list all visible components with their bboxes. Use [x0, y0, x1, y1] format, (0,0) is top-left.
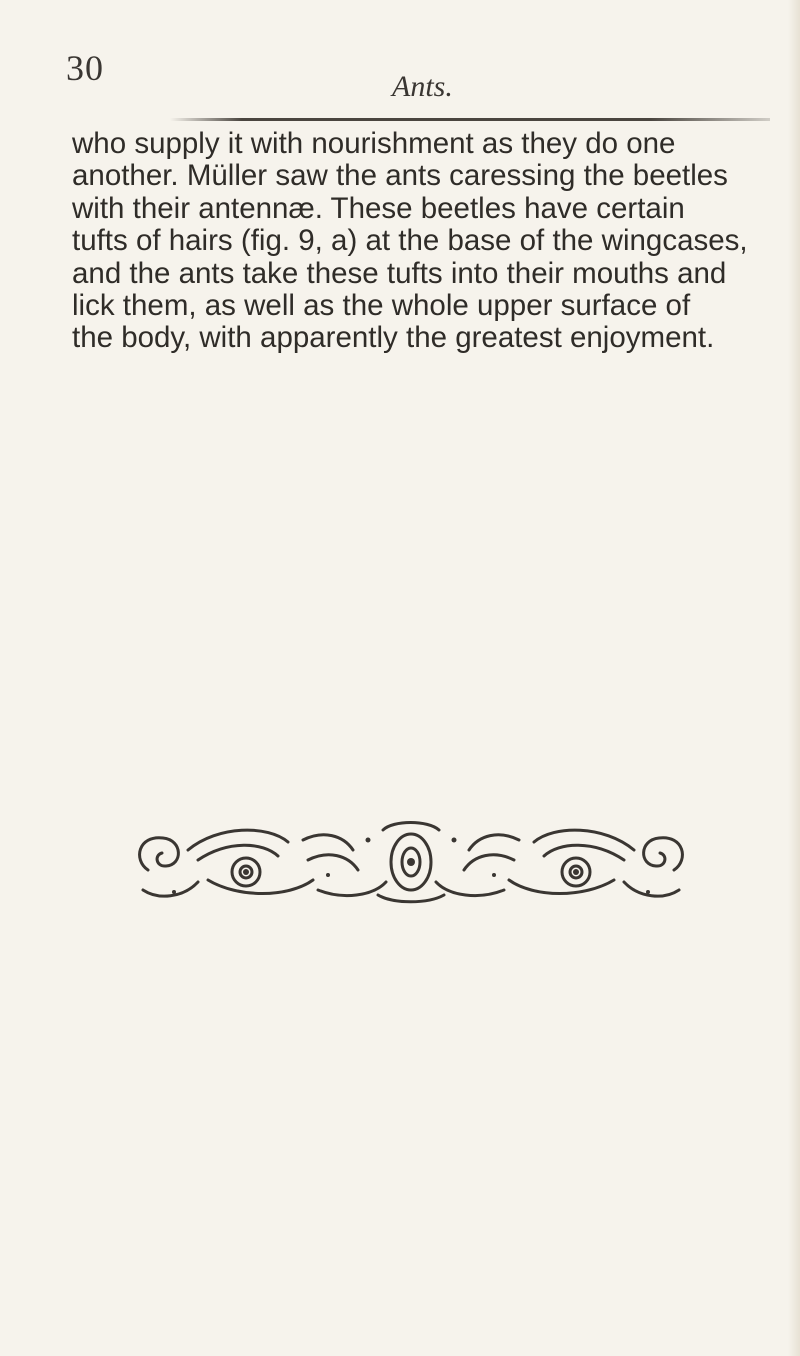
- header-rule: [170, 118, 770, 121]
- running-head: Ants.: [392, 70, 453, 103]
- text-line: tufts of hairs (fig. 9, a) at the base of the wingcases,: [72, 224, 748, 258]
- text-line: lick them, as well as the whole upper surface of: [72, 289, 691, 323]
- text-line: with their antennæ. These beetles have certain: [72, 191, 685, 225]
- text-line: who supply it with nourishment as they do one: [72, 127, 676, 160]
- text-line: another. Müller saw the ants caressing the beetles: [72, 159, 728, 193]
- text-line: and the ants take these tufts into their mouths and: [72, 256, 727, 290]
- text-line: the body, with apparently the greatest enjoyment.: [72, 321, 715, 355]
- floral-scroll-ornament-icon: [128, 820, 694, 904]
- page-edge-shadow: [788, 0, 800, 1356]
- body-paragraph: [72, 128, 772, 355]
- page-number: 30: [66, 48, 104, 88]
